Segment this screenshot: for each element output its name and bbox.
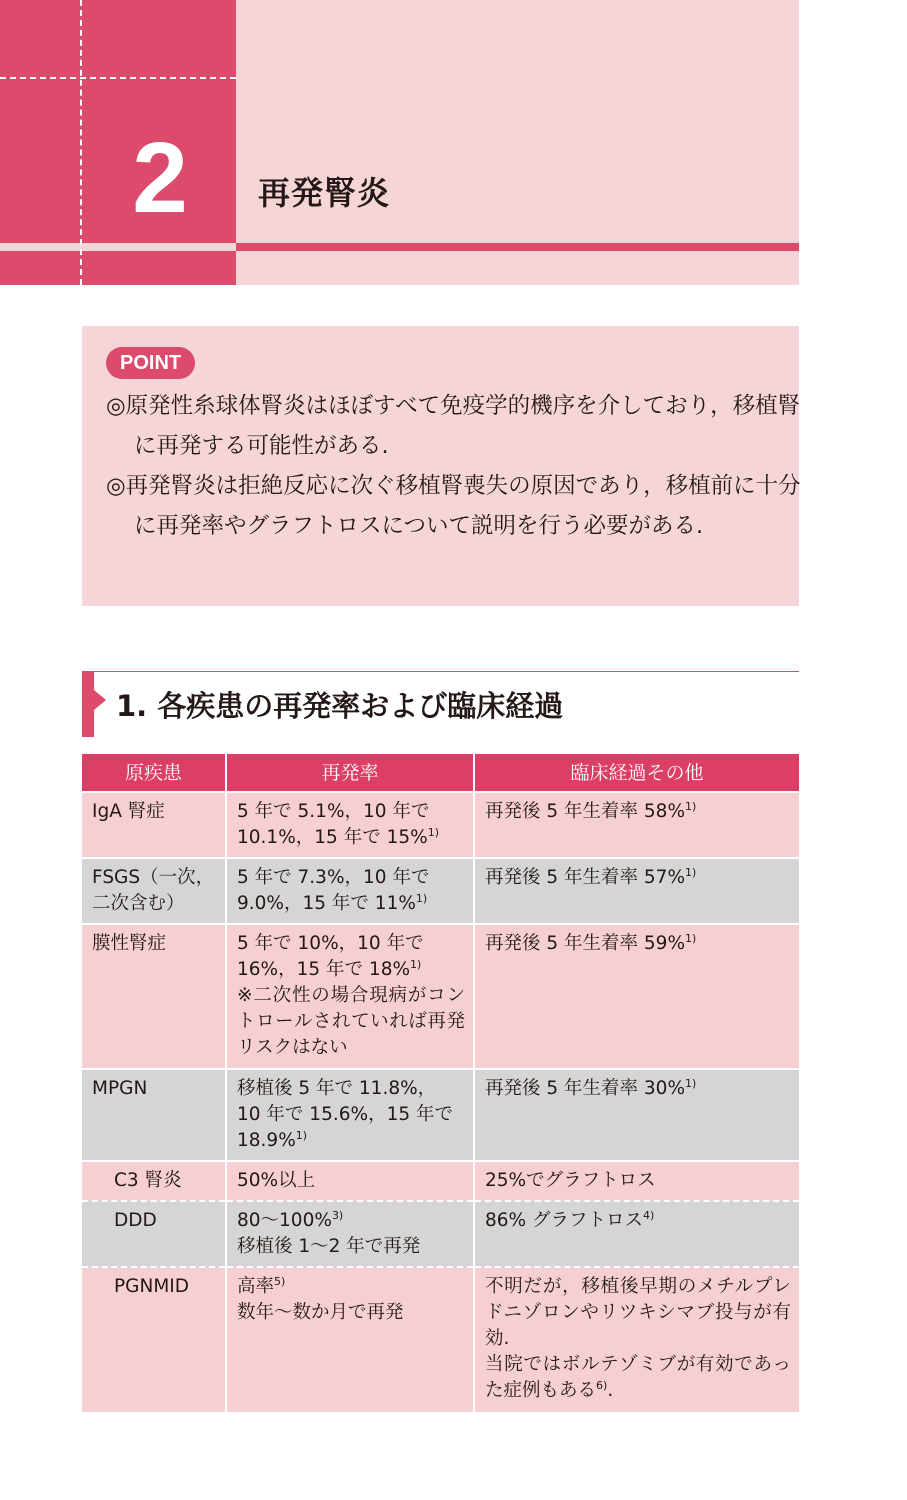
rate-cell: 80〜100%$^{3)}$ 移植後 1〜2 年で再発 [226, 1201, 474, 1267]
rate-cell: 高率$^{5)}$ 数年〜数か月で再発 [226, 1267, 474, 1412]
table-row [82, 1069, 799, 1161]
table-row [82, 1201, 799, 1267]
disease-cell: DDD [82, 1201, 226, 1267]
course-cell: 86% グラフトロス$^{4)}$ [474, 1201, 799, 1267]
table-row [82, 1267, 799, 1412]
rate-cell: 5 年で 10%，10 年で 16%，15 年で 18%$^{1)}$ ※二次性の場合現病がコントロールされていれば再発リスクはない [226, 924, 474, 1069]
table-row [82, 1161, 799, 1201]
crop-guide-vertical [80, 0, 82, 285]
course-cell: 不明だが，移植後早期のメチルプレドニゾロンやリツキシマブ投与が有効. 当院ではボルテゾミブが有効であった症例もある$^{6)}$. [474, 1267, 799, 1412]
rate-cell: 移植後 5 年で 11.8%， 10 年で 15.6%，15 年で 18.9%$^{1)}$ [226, 1069, 474, 1161]
rate-cell: 5 年で 5.1%，10 年で 10.1%，15 年で 15%$^{1)}$ [226, 792, 474, 858]
section-arrow-icon [94, 690, 106, 710]
chapter-title: 再発腎炎 [258, 174, 391, 212]
crop-guide-horizontal [0, 77, 236, 79]
table-row [82, 924, 799, 1069]
disease-cell: IgA 腎症 [82, 792, 226, 858]
table-header-row [82, 754, 799, 792]
recurrence-table [82, 754, 799, 1412]
table-row [82, 792, 799, 858]
rate-cell: 5 年で 7.3%，10 年で 9.0%，15 年で 11%$^{1)}$ [226, 858, 474, 924]
point-badge: POINT [106, 347, 195, 379]
section-marker-bar [82, 671, 94, 737]
point-item-2: ◎再発腎炎は拒絶反応に次ぐ移植腎喪失の原因であり，移植前に十分に再発率やグラフトロスについて説明を行う必要がある. [106, 473, 801, 539]
disease-cell: MPGN [82, 1069, 226, 1161]
disease-cell: FSGS（一次， 二次含む） [82, 858, 226, 924]
course-cell: 25%でグラフトロス [474, 1161, 799, 1201]
disease-cell: PGNMID [82, 1267, 226, 1412]
header-rate: 再発率 [226, 754, 474, 792]
chapter-title-rule [236, 243, 799, 251]
course-cell: 再発後 5 年生着率 59%$^{1)}$ [474, 924, 799, 1069]
chapter-number: 2 [132, 122, 188, 234]
point-item-1: ◎原発性糸球体腎炎はほぼすべて免疫学的機序を介しており，移植腎に再発する可能性がある. [106, 393, 801, 459]
disease-cell: 膜性腎症 [82, 924, 226, 1069]
course-cell: 再発後 5 年生着率 58%$^{1)}$ [474, 792, 799, 858]
rate-note: ※二次性の場合現病がコントロールされていれば再発リスクはない [237, 985, 465, 1058]
header-course: 臨床経過その他 [474, 754, 799, 792]
table-row [82, 858, 799, 924]
disease-cell: C3 腎炎 [82, 1161, 226, 1201]
course-cell: 再発後 5 年生着率 30%$^{1)}$ [474, 1069, 799, 1161]
section-title: 1. 各疾患の再発率および臨床経過 [116, 689, 564, 723]
course-cell: 再発後 5 年生着率 57%$^{1)}$ [474, 858, 799, 924]
header-divider-light [0, 243, 236, 251]
section-rule [82, 671, 799, 672]
header-disease: 原疾患 [82, 754, 226, 792]
rate-cell: 50%以上 [226, 1161, 474, 1201]
